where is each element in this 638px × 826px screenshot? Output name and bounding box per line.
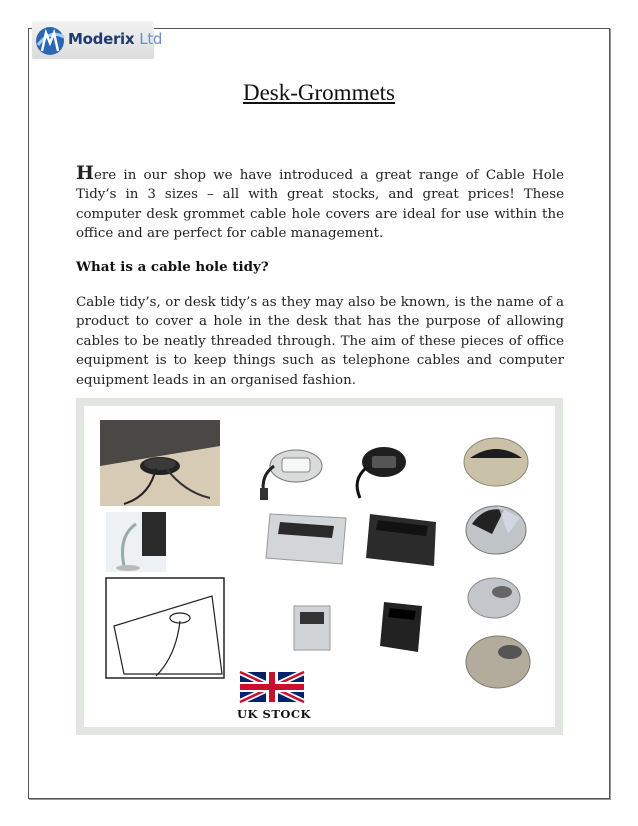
section-heading: What is a cable hole tidy? [76,259,269,275]
product-collage-image [76,398,563,735]
desk-hole-line-drawing [106,578,224,678]
rect-grommet-silver-small [294,606,330,650]
page-title: Desk-Grommets [242,80,396,105]
rect-grommet-silver-large [266,514,346,564]
logo-wordmark: Moderix Ltd [68,30,163,48]
drop-cap: H [76,162,94,184]
company-logo [32,21,163,59]
round-grommet-white [260,450,322,500]
uk-flag-icon [240,672,304,702]
intro-paragraph [76,164,564,244]
section-paragraph: Cable tidy’s, or desk tidy’s as they may also be known, is the name of a product to cover a hole in the desk that has the purpose of allowing cables to be neatly threaded through. The aim of these pieces of office equipment is to keep things such as telephone cables and computer equipment leads in an organised fashion. [76,295,564,388]
moderix-globe-icon [34,23,66,57]
desk-grommet-photo [100,420,220,506]
intro-text: ere in our shop we have introduced a great range of Cable Hole Tidy’s in 3 sizes – all with great stocks, and great prices! These computer desk grommet cable hole covers are ideal for use within the office and are perfect for cable management. [76,168,564,242]
desk-cable-photo [106,512,166,572]
rect-grommet-black-small [380,602,422,652]
round-grommet-chrome [466,506,526,554]
rect-grommet-black-large [366,514,436,566]
round-grommet-nickel [466,636,530,688]
round-grommet-black [357,447,406,498]
uk-stock-badge: UK STOCK [237,707,312,721]
round-grommet-brushed [464,438,528,486]
round-grommet-silver [468,578,520,618]
grommet-products-illustration [84,406,555,727]
